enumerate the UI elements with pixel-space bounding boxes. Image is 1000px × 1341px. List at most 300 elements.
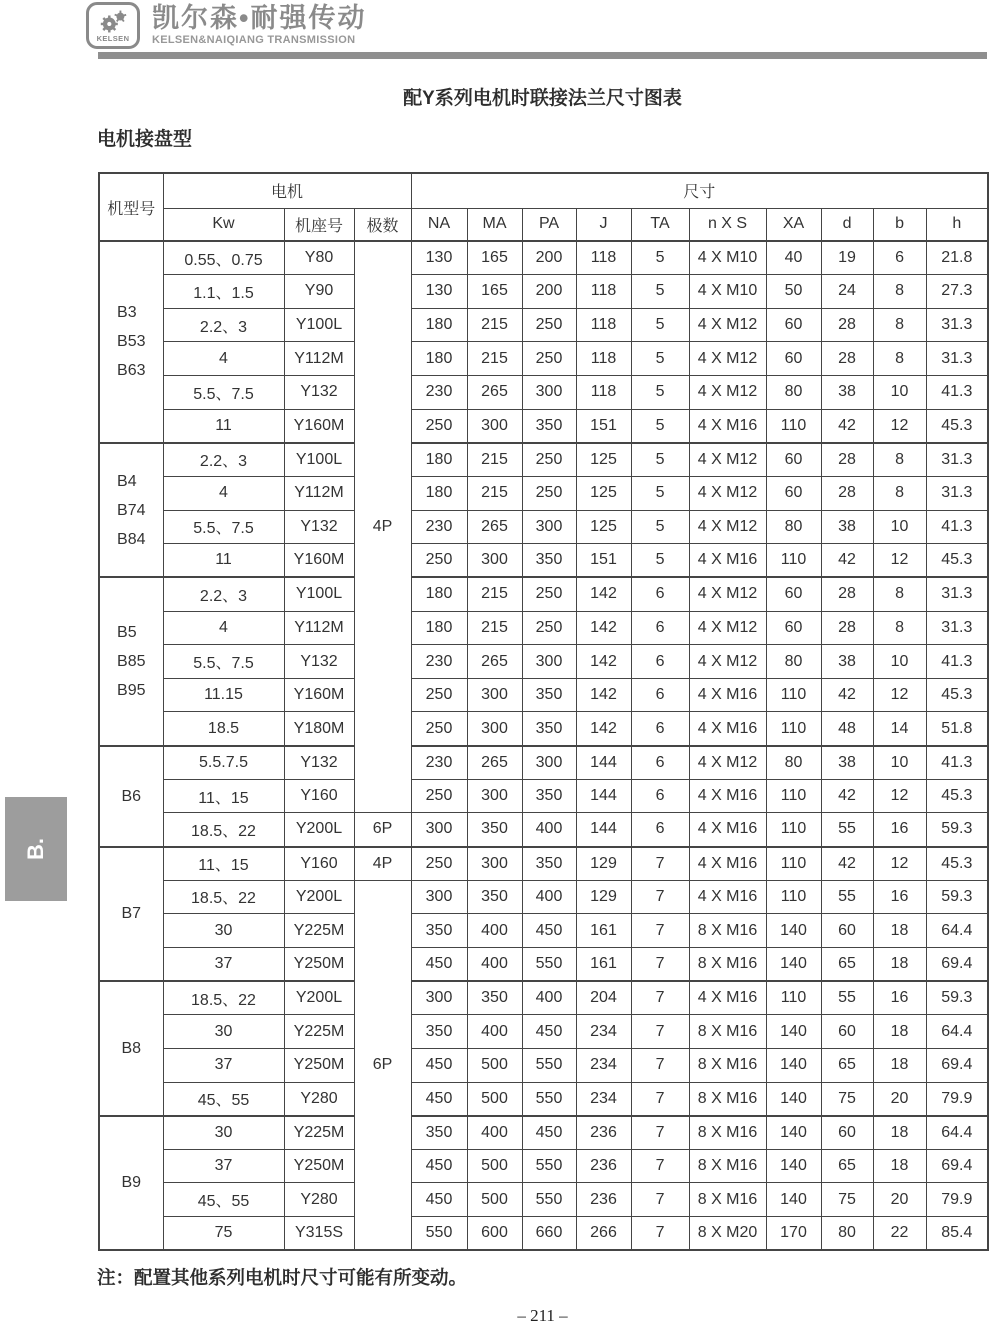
dim-cell: 236 — [576, 1116, 631, 1150]
dim-cell: 300 — [522, 645, 576, 679]
dim-cell: 19 — [821, 241, 873, 275]
kw-cell: 2.2、3 — [163, 443, 284, 477]
dim-cell: 450 — [411, 1048, 467, 1082]
dim-cell: 8 — [873, 611, 926, 645]
dim-cell: 230 — [411, 376, 467, 410]
frame-cell: Y80 — [284, 241, 354, 275]
dim-cell: 300 — [467, 847, 522, 881]
model-cell: B5 B85 B95 — [99, 577, 163, 745]
kw-cell: 1.1、1.5 — [163, 275, 284, 309]
dim-cell: 129 — [576, 847, 631, 881]
dim-cell: 250 — [411, 544, 467, 578]
model-cell: B7 — [99, 847, 163, 982]
table-row — [99, 544, 988, 578]
poles-cell: 6P — [354, 880, 411, 1250]
dim-cell: 118 — [576, 241, 631, 275]
dim-cell: 236 — [576, 1183, 631, 1217]
dim-cell: 118 — [576, 275, 631, 309]
kw-cell: 4 — [163, 342, 284, 376]
dim-cell: 250 — [522, 342, 576, 376]
dim-cell: 60 — [766, 342, 821, 376]
dim-cell: 18 — [873, 1048, 926, 1082]
dim-cell: 250 — [411, 847, 467, 881]
dim-cell: 161 — [576, 914, 631, 948]
dim-cell: 64.4 — [926, 914, 988, 948]
kw-cell: 30 — [163, 1015, 284, 1049]
dim-cell: 118 — [576, 342, 631, 376]
dim-cell: 140 — [766, 1116, 821, 1150]
dim-cell: 151 — [576, 409, 631, 443]
dim-cell: 7 — [631, 914, 689, 948]
dim-cell: 180 — [411, 308, 467, 342]
dim-cell: 250 — [411, 678, 467, 712]
dim-cell: 80 — [766, 510, 821, 544]
dim-cell: 110 — [766, 847, 821, 881]
dim-cell: 250 — [411, 779, 467, 813]
footnote: 注：配置其他系列电机时尺寸可能有所变动。 — [97, 1267, 468, 1288]
dim-cell: 45.3 — [926, 779, 988, 813]
dim-cell: 130 — [411, 275, 467, 309]
dim-cell: 350 — [411, 1015, 467, 1049]
dim-cell: 215 — [467, 308, 522, 342]
dim-cell: 8 — [873, 275, 926, 309]
dim-cell: 55 — [821, 813, 873, 847]
dim-cell: 300 — [467, 712, 522, 746]
dim-cell: 350 — [467, 880, 522, 914]
dim-cell: 28 — [821, 611, 873, 645]
dim-cell: 130 — [411, 241, 467, 275]
column-header-TA: TA — [631, 208, 689, 241]
table-row — [99, 443, 988, 477]
dim-cell: 8 — [873, 342, 926, 376]
kw-cell: 5.5、7.5 — [163, 510, 284, 544]
dim-cell: 31.3 — [926, 577, 988, 611]
kw-cell: 4 — [163, 611, 284, 645]
dim-cell: 350 — [467, 813, 522, 847]
poles-cell: 4P — [354, 241, 411, 813]
dim-cell: 31.3 — [926, 476, 988, 510]
dim-cell: 41.3 — [926, 746, 988, 780]
dim-cell: 10 — [873, 376, 926, 410]
table-row — [99, 981, 988, 1015]
frame-cell: Y225M — [284, 914, 354, 948]
dim-cell: 20 — [873, 1082, 926, 1116]
frame-cell: Y200L — [284, 981, 354, 1015]
dim-cell: 8 X M16 — [689, 914, 766, 948]
dim-cell: 22 — [873, 1217, 926, 1251]
dim-cell: 140 — [766, 1015, 821, 1049]
dim-cell: 27.3 — [926, 275, 988, 309]
model-cell: B3 B53 B63 — [99, 241, 163, 443]
dim-cell: 110 — [766, 678, 821, 712]
dim-cell: 4 X M12 — [689, 577, 766, 611]
dim-cell: 550 — [522, 1048, 576, 1082]
dim-cell: 7 — [631, 847, 689, 881]
dim-cell: 4 X M12 — [689, 611, 766, 645]
dim-cell: 110 — [766, 981, 821, 1015]
dim-cell: 110 — [766, 880, 821, 914]
dim-cell: 250 — [411, 409, 467, 443]
dim-cell: 500 — [467, 1082, 522, 1116]
dim-cell: 31.3 — [926, 342, 988, 376]
dim-cell: 300 — [522, 376, 576, 410]
dim-cell: 5 — [631, 443, 689, 477]
column-header-size: 尺寸 — [411, 173, 988, 208]
side-tab-b — [5, 797, 67, 901]
table-row — [99, 678, 988, 712]
kw-cell: 5.5、7.5 — [163, 376, 284, 410]
dim-cell: 215 — [467, 476, 522, 510]
dim-cell: 7 — [631, 880, 689, 914]
dim-cell: 14 — [873, 712, 926, 746]
dim-cell: 28 — [821, 476, 873, 510]
dim-cell: 5 — [631, 476, 689, 510]
column-header-nXS: n X S — [689, 208, 766, 241]
dim-cell: 10 — [873, 746, 926, 780]
table-row — [99, 409, 988, 443]
table-row — [99, 342, 988, 376]
dim-cell: 38 — [821, 510, 873, 544]
dim-cell: 18 — [873, 1015, 926, 1049]
dim-cell: 8 X M16 — [689, 1048, 766, 1082]
dim-cell: 45.3 — [926, 544, 988, 578]
dim-cell: 65 — [821, 1048, 873, 1082]
model-cell: B4 B74 B84 — [99, 443, 163, 578]
dim-cell: 8 X M16 — [689, 947, 766, 981]
gear-creature-icon — [97, 8, 129, 35]
dim-cell: 144 — [576, 746, 631, 780]
dim-cell: 125 — [576, 510, 631, 544]
dim-cell: 4 X M12 — [689, 342, 766, 376]
dim-cell: 38 — [821, 746, 873, 780]
dim-cell: 7 — [631, 1149, 689, 1183]
dim-cell: 4 X M10 — [689, 241, 766, 275]
dim-cell: 41.3 — [926, 645, 988, 679]
table-row — [99, 645, 988, 679]
dim-cell: 165 — [467, 275, 522, 309]
dim-cell: 300 — [467, 779, 522, 813]
dim-cell: 6 — [873, 241, 926, 275]
dim-cell: 215 — [467, 443, 522, 477]
dim-cell: 18 — [873, 947, 926, 981]
dim-cell: 12 — [873, 409, 926, 443]
dim-cell: 110 — [766, 712, 821, 746]
logo-word: KELSEN — [96, 34, 130, 43]
dim-cell: 31.3 — [926, 308, 988, 342]
dim-cell: 7 — [631, 1048, 689, 1082]
dim-cell: 180 — [411, 611, 467, 645]
dim-cell: 51.8 — [926, 712, 988, 746]
dim-cell: 110 — [766, 409, 821, 443]
dim-cell: 180 — [411, 443, 467, 477]
dim-cell: 500 — [467, 1183, 522, 1217]
dim-cell: 200 — [522, 275, 576, 309]
table-row — [99, 510, 988, 544]
table-row — [99, 1048, 988, 1082]
dim-cell: 118 — [576, 308, 631, 342]
table-row — [99, 376, 988, 410]
frame-cell: Y100L — [284, 308, 354, 342]
frame-cell: Y160 — [284, 779, 354, 813]
column-header-b: b — [873, 208, 926, 241]
dim-cell: 165 — [467, 241, 522, 275]
model-cell: B9 — [99, 1116, 163, 1251]
dim-cell: 129 — [576, 880, 631, 914]
frame-cell: Y225M — [284, 1116, 354, 1150]
dim-cell: 142 — [576, 577, 631, 611]
dim-cell: 300 — [411, 981, 467, 1015]
frame-cell: Y315S — [284, 1217, 354, 1251]
frame-cell: Y250M — [284, 947, 354, 981]
dim-cell: 5 — [631, 409, 689, 443]
frame-cell: Y100L — [284, 443, 354, 477]
dim-cell: 6 — [631, 611, 689, 645]
brand-name-chinese: 凯尔森•耐强传动 — [152, 3, 367, 33]
dim-cell: 550 — [522, 1149, 576, 1183]
dim-cell: 31.3 — [926, 611, 988, 645]
dim-cell: 8 X M16 — [689, 1015, 766, 1049]
dim-cell: 38 — [821, 376, 873, 410]
brand-header — [86, 2, 366, 49]
dim-cell: 450 — [411, 1183, 467, 1217]
dim-cell: 8 — [873, 308, 926, 342]
dim-cell: 42 — [821, 678, 873, 712]
kw-cell: 11、15 — [163, 779, 284, 813]
dim-cell: 125 — [576, 476, 631, 510]
dim-cell: 180 — [411, 476, 467, 510]
dim-cell: 6 — [631, 577, 689, 611]
kw-cell: 45、55 — [163, 1082, 284, 1116]
dim-cell: 7 — [631, 1082, 689, 1116]
dim-cell: 450 — [411, 1082, 467, 1116]
dim-cell: 5 — [631, 275, 689, 309]
column-header-model: 机型号 — [99, 173, 163, 241]
dim-cell: 500 — [467, 1149, 522, 1183]
dim-cell: 69.4 — [926, 947, 988, 981]
column-header-d: d — [821, 208, 873, 241]
dim-cell: 140 — [766, 1183, 821, 1217]
dim-cell: 4 X M16 — [689, 981, 766, 1015]
dim-cell: 400 — [522, 981, 576, 1015]
dim-cell: 450 — [411, 1149, 467, 1183]
table-row — [99, 880, 988, 914]
frame-cell: Y160M — [284, 409, 354, 443]
dim-cell: 18 — [873, 1149, 926, 1183]
kw-cell: 11 — [163, 544, 284, 578]
dim-cell: 64.4 — [926, 1116, 988, 1150]
dim-cell: 400 — [467, 1116, 522, 1150]
dim-cell: 4 X M16 — [689, 544, 766, 578]
header-row-groups — [99, 173, 988, 208]
column-header-Kw: Kw — [163, 208, 284, 241]
column-header-PA: PA — [522, 208, 576, 241]
frame-cell: Y200L — [284, 880, 354, 914]
dim-cell: 85.4 — [926, 1217, 988, 1251]
dim-cell: 5 — [631, 241, 689, 275]
dim-cell: 40 — [766, 241, 821, 275]
dim-cell: 250 — [522, 577, 576, 611]
dim-cell: 75 — [821, 1183, 873, 1217]
dim-cell: 142 — [576, 645, 631, 679]
table-row — [99, 241, 988, 275]
dim-cell: 12 — [873, 544, 926, 578]
dim-cell: 60 — [821, 1015, 873, 1049]
kw-cell: 37 — [163, 1048, 284, 1082]
dim-cell: 125 — [576, 443, 631, 477]
dim-cell: 8 — [873, 476, 926, 510]
dim-cell: 265 — [467, 746, 522, 780]
dim-cell: 28 — [821, 342, 873, 376]
column-header-机座号: 机座号 — [284, 208, 354, 241]
dim-cell: 180 — [411, 577, 467, 611]
poles-cell: 6P — [354, 813, 411, 847]
dim-cell: 8 — [873, 443, 926, 477]
dim-cell: 550 — [411, 1217, 467, 1251]
flange-dimensions-table — [98, 172, 989, 1251]
dim-cell: 300 — [411, 813, 467, 847]
brand-name-english: KELSEN&NAIQIANG TRANSMISSION — [152, 34, 356, 46]
dim-cell: 5 — [631, 308, 689, 342]
table-row — [99, 1116, 988, 1150]
dim-cell: 350 — [411, 1116, 467, 1150]
dim-cell: 4 X M12 — [689, 645, 766, 679]
dim-cell: 42 — [821, 544, 873, 578]
dim-cell: 65 — [821, 947, 873, 981]
header-row-columns — [99, 208, 988, 241]
dim-cell: 28 — [821, 577, 873, 611]
column-header-NA: NA — [411, 208, 467, 241]
dim-cell: 8 X M16 — [689, 1149, 766, 1183]
dim-cell: 142 — [576, 611, 631, 645]
brand-text — [152, 2, 366, 46]
dim-cell: 234 — [576, 1015, 631, 1049]
dim-cell: 5 — [631, 510, 689, 544]
dim-cell: 6 — [631, 779, 689, 813]
dim-cell: 12 — [873, 779, 926, 813]
dim-cell: 450 — [522, 1116, 576, 1150]
kw-cell: 37 — [163, 1149, 284, 1183]
dim-cell: 350 — [467, 981, 522, 1015]
dim-cell: 7 — [631, 981, 689, 1015]
dim-cell: 350 — [522, 409, 576, 443]
table-row — [99, 779, 988, 813]
dim-cell: 350 — [522, 847, 576, 881]
dim-cell: 60 — [821, 914, 873, 948]
dim-cell: 59.3 — [926, 813, 988, 847]
dim-cell: 110 — [766, 544, 821, 578]
table-row — [99, 611, 988, 645]
frame-cell: Y250M — [284, 1048, 354, 1082]
dim-cell: 234 — [576, 1048, 631, 1082]
kw-cell: 2.2、3 — [163, 577, 284, 611]
dim-cell: 6 — [631, 813, 689, 847]
frame-cell: Y160M — [284, 544, 354, 578]
dim-cell: 144 — [576, 779, 631, 813]
dim-cell: 8 X M20 — [689, 1217, 766, 1251]
table-row — [99, 577, 988, 611]
table-row — [99, 914, 988, 948]
frame-cell: Y90 — [284, 275, 354, 309]
dim-cell: 161 — [576, 947, 631, 981]
dim-cell: 400 — [467, 947, 522, 981]
dim-cell: 60 — [766, 611, 821, 645]
dim-cell: 204 — [576, 981, 631, 1015]
frame-cell: Y132 — [284, 510, 354, 544]
dim-cell: 4 X M16 — [689, 847, 766, 881]
frame-cell: Y280 — [284, 1082, 354, 1116]
dim-cell: 7 — [631, 1015, 689, 1049]
dim-cell: 8 X M16 — [689, 1082, 766, 1116]
dim-cell: 215 — [467, 342, 522, 376]
table-row — [99, 1149, 988, 1183]
header-divider — [98, 52, 987, 59]
kw-cell: 75 — [163, 1217, 284, 1251]
side-tab-label: B. — [23, 838, 48, 860]
dim-cell: 10 — [873, 510, 926, 544]
section-title: 电机接盘型 — [97, 129, 193, 150]
kw-cell: 11、15 — [163, 847, 284, 881]
model-cell: B6 — [99, 746, 163, 847]
frame-cell: Y112M — [284, 342, 354, 376]
dim-cell: 4 X M16 — [689, 678, 766, 712]
frame-cell: Y112M — [284, 476, 354, 510]
dim-cell: 550 — [522, 947, 576, 981]
dim-cell: 7 — [631, 947, 689, 981]
dim-cell: 300 — [522, 510, 576, 544]
dim-cell: 16 — [873, 813, 926, 847]
kelsen-logo — [86, 2, 140, 49]
frame-cell: Y225M — [284, 1015, 354, 1049]
dim-cell: 18 — [873, 1116, 926, 1150]
dim-cell: 60 — [766, 308, 821, 342]
dim-cell: 4 X M16 — [689, 712, 766, 746]
dim-cell: 60 — [766, 577, 821, 611]
dim-cell: 450 — [411, 947, 467, 981]
dim-cell: 59.3 — [926, 981, 988, 1015]
table-row — [99, 275, 988, 309]
dim-cell: 400 — [467, 914, 522, 948]
dim-cell: 350 — [522, 544, 576, 578]
dim-cell: 42 — [821, 409, 873, 443]
dim-cell: 234 — [576, 1082, 631, 1116]
dim-cell: 80 — [766, 746, 821, 780]
dim-cell: 21.8 — [926, 241, 988, 275]
dim-cell: 230 — [411, 746, 467, 780]
dim-cell: 450 — [522, 1015, 576, 1049]
dim-cell: 4 X M16 — [689, 409, 766, 443]
dim-cell: 64.4 — [926, 1015, 988, 1049]
kw-cell: 0.55、0.75 — [163, 241, 284, 275]
dim-cell: 6 — [631, 712, 689, 746]
dim-cell: 18 — [873, 914, 926, 948]
dim-cell: 170 — [766, 1217, 821, 1251]
dim-cell: 50 — [766, 275, 821, 309]
kw-cell: 11.15 — [163, 678, 284, 712]
dim-cell: 7 — [631, 1116, 689, 1150]
dim-cell: 250 — [522, 611, 576, 645]
frame-cell: Y200L — [284, 813, 354, 847]
frame-cell: Y132 — [284, 746, 354, 780]
dim-cell: 16 — [873, 981, 926, 1015]
dim-cell: 660 — [522, 1217, 576, 1251]
dim-cell: 4 X M12 — [689, 443, 766, 477]
dim-cell: 55 — [821, 981, 873, 1015]
kw-cell: 4 — [163, 476, 284, 510]
dim-cell: 300 — [522, 746, 576, 780]
dim-cell: 265 — [467, 376, 522, 410]
dim-cell: 215 — [467, 611, 522, 645]
column-header-h: h — [926, 208, 988, 241]
